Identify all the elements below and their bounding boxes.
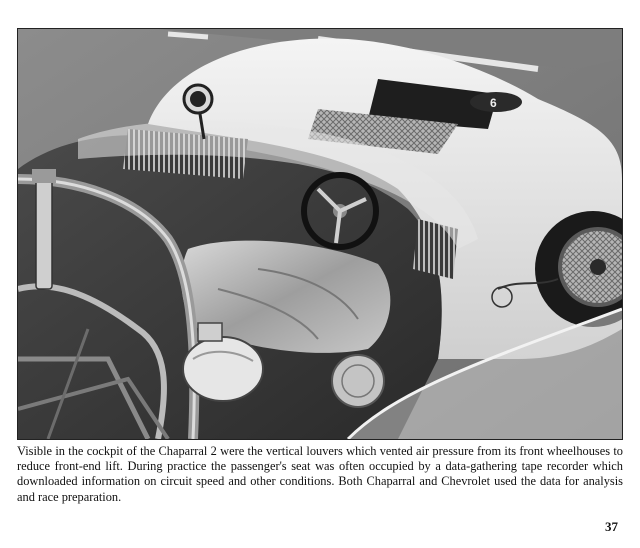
fuel-filler-cap <box>332 355 384 407</box>
shock-absorber <box>36 179 52 289</box>
cockpit-photo-art <box>18 29 622 439</box>
photo-caption: Visible in the cockpit of the Chaparral 2 were the vertical louvers which vented air pressure from its front wheelhouses to reduce front-end lift. During practice the passenger's seat was often occupied by a data-gathering tape recorder which downloaded information on circuit speed and other conditions. Both Chaparral and Chevrolet used the data for analysis and race preparation. <box>17 444 623 504</box>
fluid-reservoir <box>183 337 263 401</box>
cockpit-photo <box>17 28 623 440</box>
page-number: 37 <box>605 519 618 534</box>
nose-number: 6 <box>490 96 497 110</box>
